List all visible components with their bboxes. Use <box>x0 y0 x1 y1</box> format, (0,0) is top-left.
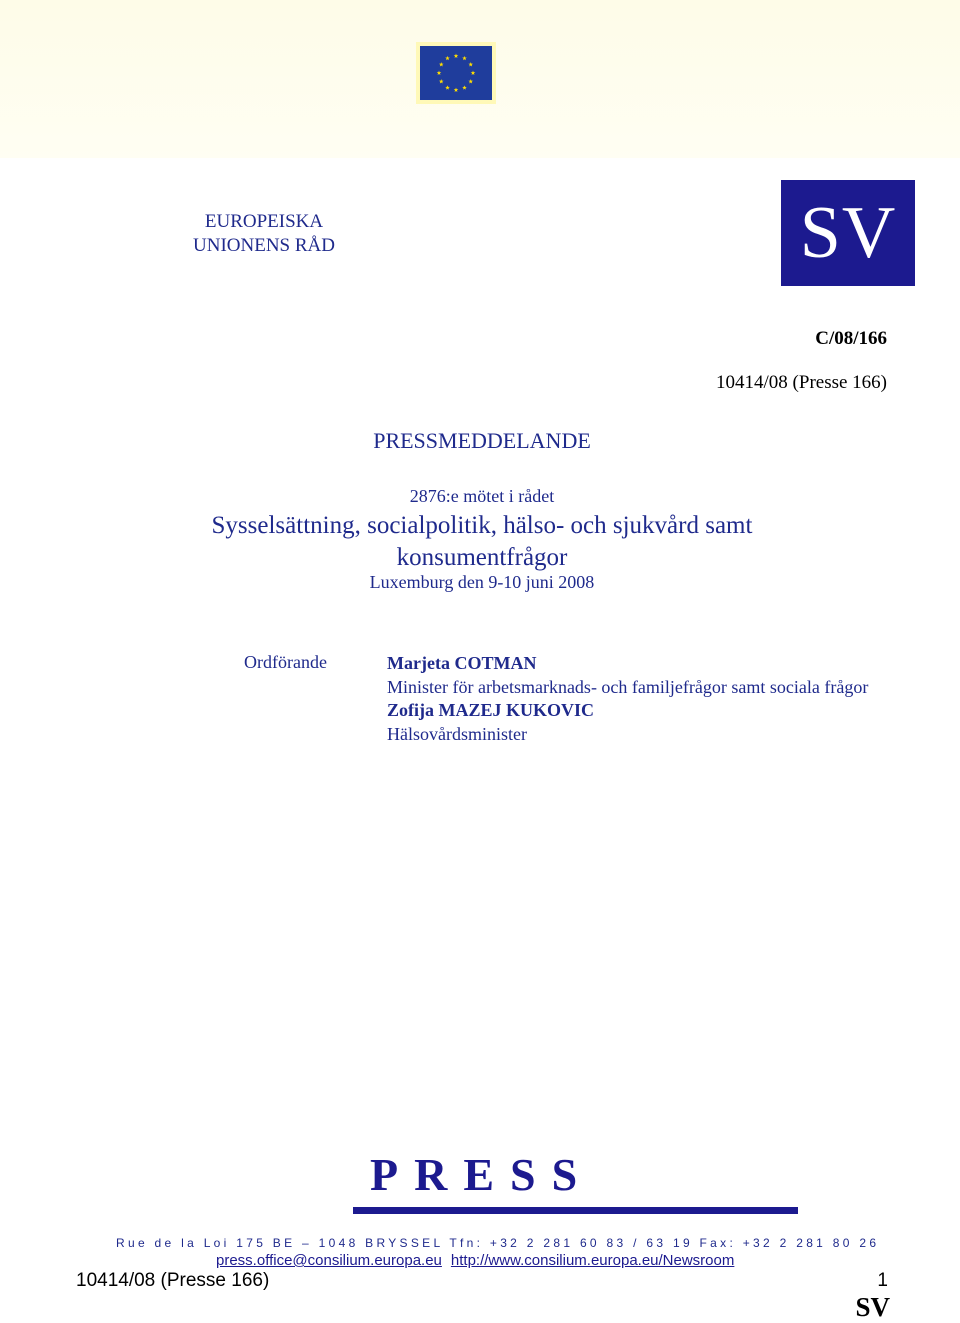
meeting-title <box>140 510 824 574</box>
contact-links <box>216 1252 734 1269</box>
council-name-line-2: UNIONENS RÅD <box>193 235 335 256</box>
header-band <box>0 0 960 158</box>
presidency-member-name: Marjeta COTMAN <box>387 653 537 673</box>
meeting-title-line-1: Sysselsättning, socialpolitik, hälso- och sjukvård samt <box>211 512 753 539</box>
contact-address: Rue de la Loi 175 BE – 1048 BRYSSEL Tfn: +32 2 281 60 83 / 63 19 Fax: +32 2 281 80 26 <box>116 1236 880 1250</box>
council-name <box>150 210 378 258</box>
eu-flag-icon <box>420 46 492 100</box>
newsroom-link[interactable]: http://www.consilium.europa.eu/Newsroom <box>450 1252 735 1269</box>
presidency-label: Ordförande <box>244 652 327 672</box>
meeting-number: 2876:e mötet i rådet <box>409 486 555 506</box>
presidency-member-role: Hälsovårdsminister <box>387 723 527 744</box>
presidency-list <box>387 652 887 746</box>
footer-language-code: SV <box>855 1292 890 1322</box>
release-type-heading: PRESSMEDDELANDE <box>373 428 591 453</box>
press-divider <box>353 1207 798 1214</box>
press-wordmark: PRESS <box>370 1149 594 1200</box>
emblem-frame <box>416 42 496 104</box>
presidency-member-name: Zofija MAZEJ KUKOVIC <box>387 700 594 720</box>
presidency-member-role: Minister för arbetsmarknads- och familjefrågor samt sociala frågor <box>387 676 869 697</box>
document-code: C/08/166 <box>815 328 887 349</box>
footer-document-reference: 10414/08 (Presse 166) <box>76 1270 270 1291</box>
meeting-place-date: Luxemburg den 9-10 juni 2008 <box>369 572 595 592</box>
meeting-title-line-2: konsumentfrågor <box>396 544 568 571</box>
document-reference: 10414/08 (Presse 166) <box>716 372 887 393</box>
page-number: 1 <box>877 1270 888 1291</box>
council-name-line-1: EUROPEISKA <box>204 211 324 232</box>
language-badge: SV <box>781 180 915 286</box>
press-email-link[interactable]: press.office@consilium.europa.eu <box>216 1252 442 1269</box>
